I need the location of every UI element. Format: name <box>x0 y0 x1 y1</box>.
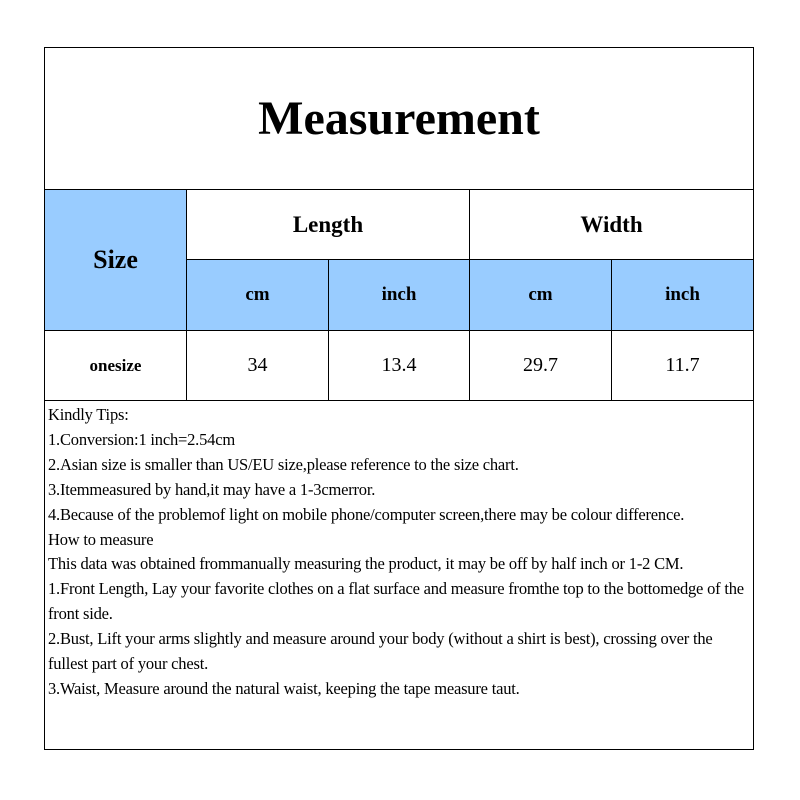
how-to-measure-heading: How to measure <box>48 529 154 549</box>
tip-item: 1.Conversion:1 inch=2.54cm <box>48 429 235 449</box>
length-cm-value: 34 <box>187 331 329 401</box>
unit-header-length-inch: inch <box>329 260 470 331</box>
page-title: Measurement <box>45 48 753 190</box>
tip-item: 1.Front Length, Lay your favorite clothes on a flat surface and measure fromthe top to the bottomedge of the front side. <box>48 579 744 624</box>
width-cm-value: 29.7 <box>470 331 612 401</box>
unit-header-width-cm: cm <box>470 260 612 331</box>
tip-item: 2.Asian size is smaller than US/EU size,please reference to the size chart. <box>48 454 519 474</box>
tips-heading: Kindly Tips: <box>48 405 129 424</box>
length-inch-value: 13.4 <box>329 331 470 401</box>
size-header: Size <box>45 190 187 331</box>
tip-item: 4.Because of the problemof light on mobile phone/computer screen,there may be colour difference. <box>48 504 685 524</box>
tip-item: 3.Itemmeasured by hand,it may have a 1-3cmerror. <box>48 479 376 499</box>
tips-section <box>48 403 750 702</box>
size-value: onesize <box>45 331 187 401</box>
tip-item: This data was obtained frommanually measuring the product, it may be off by half inch or 1-2 CM. <box>48 554 684 574</box>
width-header: Width <box>470 190 753 260</box>
unit-header-length-cm: cm <box>187 260 329 331</box>
tip-item: 2.Bust, Lift your arms slightly and measure around your body (without a shirt is best), crossing over the fullest part of your chest. <box>48 629 713 674</box>
tip-item: 3.Waist, Measure around the natural waist, keeping the tape measure taut. <box>48 678 520 698</box>
width-inch-value: 11.7 <box>612 331 753 401</box>
length-header: Length <box>187 190 470 260</box>
unit-header-width-inch: inch <box>612 260 753 331</box>
measurement-sheet <box>44 47 754 750</box>
